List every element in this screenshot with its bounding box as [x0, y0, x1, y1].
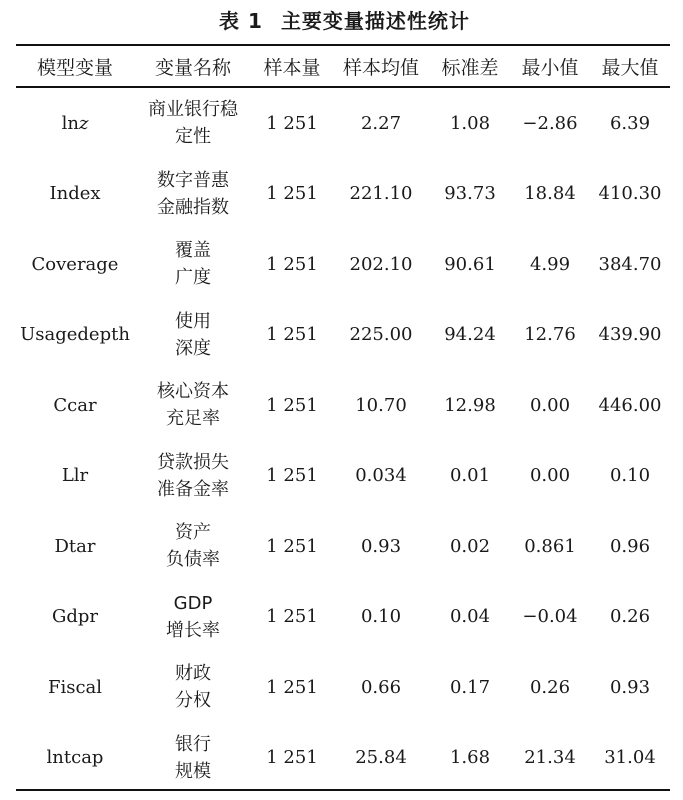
var-name-line: 增长率	[166, 619, 220, 641]
model-var-cell: Ccar	[53, 394, 97, 416]
col-header-model-var: 模型变量	[36, 56, 113, 79]
table-title	[0, 6, 683, 36]
table-row	[16, 582, 670, 653]
model-var-cell: Coverage	[31, 253, 119, 275]
max-cell: 0.96	[609, 535, 651, 557]
min-cell: 0.00	[529, 465, 571, 487]
table-row	[16, 300, 670, 371]
sd-cell: 93.73	[444, 183, 496, 205]
statistics-table	[16, 46, 670, 793]
col-header-mean: 样本均值	[342, 56, 419, 79]
table-number: 表 1	[219, 9, 263, 33]
var-name-cell	[134, 441, 252, 512]
mean-cell: 2.27	[360, 112, 402, 134]
var-name-line: 规模	[175, 760, 211, 782]
min-cell: 18.84	[524, 183, 576, 205]
max-cell: 6.39	[609, 112, 651, 134]
var-name-line: 分权	[175, 690, 211, 712]
var-name-line: 商业银行稳	[148, 99, 238, 121]
var-name-line: 贷款损失	[157, 451, 229, 473]
min-cell: 4.99	[529, 253, 571, 275]
var-name-line: 财政	[175, 663, 211, 685]
sample-size-cell: 1 251	[266, 324, 318, 346]
var-name-line: 准备金率	[157, 478, 229, 500]
table-row	[16, 229, 670, 300]
min-cell: 0.00	[529, 394, 571, 416]
sd-cell: 0.17	[449, 676, 491, 698]
var-name-line: 资产	[175, 522, 211, 544]
sample-size-cell: 1 251	[266, 535, 318, 557]
var-name-cell	[134, 300, 252, 371]
var-name-cell	[134, 511, 252, 582]
var-name-cell	[134, 86, 252, 159]
model-var-cell: Gdpr	[51, 606, 99, 628]
var-name-cell	[134, 229, 252, 300]
min-cell: −2.86	[522, 112, 578, 134]
max-cell: 0.93	[609, 676, 651, 698]
model-var-prefix: ln	[61, 112, 79, 134]
var-name-cell	[134, 652, 252, 723]
sample-size-cell: 1 251	[266, 253, 318, 275]
model-var-italic: z	[78, 112, 89, 134]
mean-cell: 0.034	[355, 465, 407, 487]
sample-size-cell: 1 251	[266, 747, 318, 769]
sample-size-cell: 1 251	[266, 606, 318, 628]
model-var-cell: Usagedepth	[20, 324, 130, 346]
sample-size-cell: 1 251	[266, 676, 318, 698]
sd-cell: 0.04	[449, 606, 491, 628]
col-header-min: 最小值	[521, 56, 579, 79]
var-name-line: 负债率	[166, 549, 220, 571]
var-name-line: 充足率	[166, 408, 220, 430]
model-var-cell: Dtar	[54, 535, 96, 557]
sd-cell: 0.02	[449, 535, 491, 557]
min-cell: 21.34	[524, 747, 576, 769]
var-name-line: 数字普惠	[157, 169, 229, 191]
model-var-cell: Fiscal	[47, 676, 103, 698]
table-row	[16, 441, 670, 512]
mean-cell: 10.70	[355, 394, 407, 416]
col-header-sd: 标准差	[441, 56, 499, 79]
max-cell: 0.26	[609, 606, 651, 628]
header-row	[16, 46, 670, 86]
table-row	[16, 86, 670, 159]
max-cell: 410.30	[598, 183, 662, 205]
max-cell: 439.90	[598, 324, 662, 346]
max-cell: 446.00	[598, 394, 662, 416]
table-row	[16, 511, 670, 582]
mean-cell: 221.10	[349, 183, 413, 205]
sd-cell: 0.01	[449, 465, 491, 487]
mean-cell: 0.10	[360, 606, 402, 628]
sd-cell: 94.24	[444, 324, 496, 346]
mean-cell: 0.93	[360, 535, 402, 557]
max-cell: 384.70	[598, 253, 662, 275]
sd-cell: 90.61	[444, 253, 496, 275]
sample-size-cell: 1 251	[266, 465, 318, 487]
max-cell: 31.04	[604, 747, 656, 769]
table-row	[16, 723, 670, 794]
var-name-line: 广度	[175, 267, 211, 289]
model-var-cell	[16, 86, 134, 159]
model-var-cell: Llr	[61, 465, 89, 487]
var-name-line: GDP	[173, 592, 213, 614]
table-row	[16, 159, 670, 230]
table-row	[16, 370, 670, 441]
min-cell: 12.76	[524, 324, 576, 346]
col-header-var-name: 变量名称	[154, 56, 231, 79]
var-name-line: 使用	[175, 310, 211, 332]
sd-cell: 1.68	[449, 747, 491, 769]
sample-size-cell: 1 251	[266, 394, 318, 416]
var-name-line: 定性	[175, 126, 211, 148]
var-name-cell	[134, 723, 252, 794]
min-cell: 0.26	[529, 676, 571, 698]
var-name-cell	[134, 159, 252, 230]
col-header-sample-size: 样本量	[263, 56, 321, 79]
var-name-cell	[134, 582, 252, 653]
var-name-line: 金融指数	[157, 196, 229, 218]
mean-cell: 202.10	[349, 253, 413, 275]
min-cell: 0.861	[524, 535, 576, 557]
col-header-max: 最大值	[601, 56, 659, 79]
var-name-line: 深度	[175, 337, 211, 359]
table-caption: 主要变量描述性统计	[280, 9, 470, 33]
sd-cell: 12.98	[444, 394, 496, 416]
mean-cell: 25.84	[355, 747, 407, 769]
var-name-cell	[134, 370, 252, 441]
table-row	[16, 652, 670, 723]
var-name-line: 覆盖	[175, 240, 211, 262]
sd-cell: 1.08	[449, 112, 491, 134]
mean-cell: 0.66	[360, 676, 402, 698]
var-name-line: 银行	[175, 733, 211, 755]
mean-cell: 225.00	[349, 324, 413, 346]
min-cell: −0.04	[522, 606, 578, 628]
sample-size-cell: 1 251	[266, 183, 318, 205]
max-cell: 0.10	[609, 465, 651, 487]
model-var-cell: Index	[49, 183, 101, 205]
var-name-line: 核心资本	[157, 381, 229, 403]
model-var-cell: lntcap	[46, 747, 104, 769]
sample-size-cell: 1 251	[266, 112, 318, 134]
